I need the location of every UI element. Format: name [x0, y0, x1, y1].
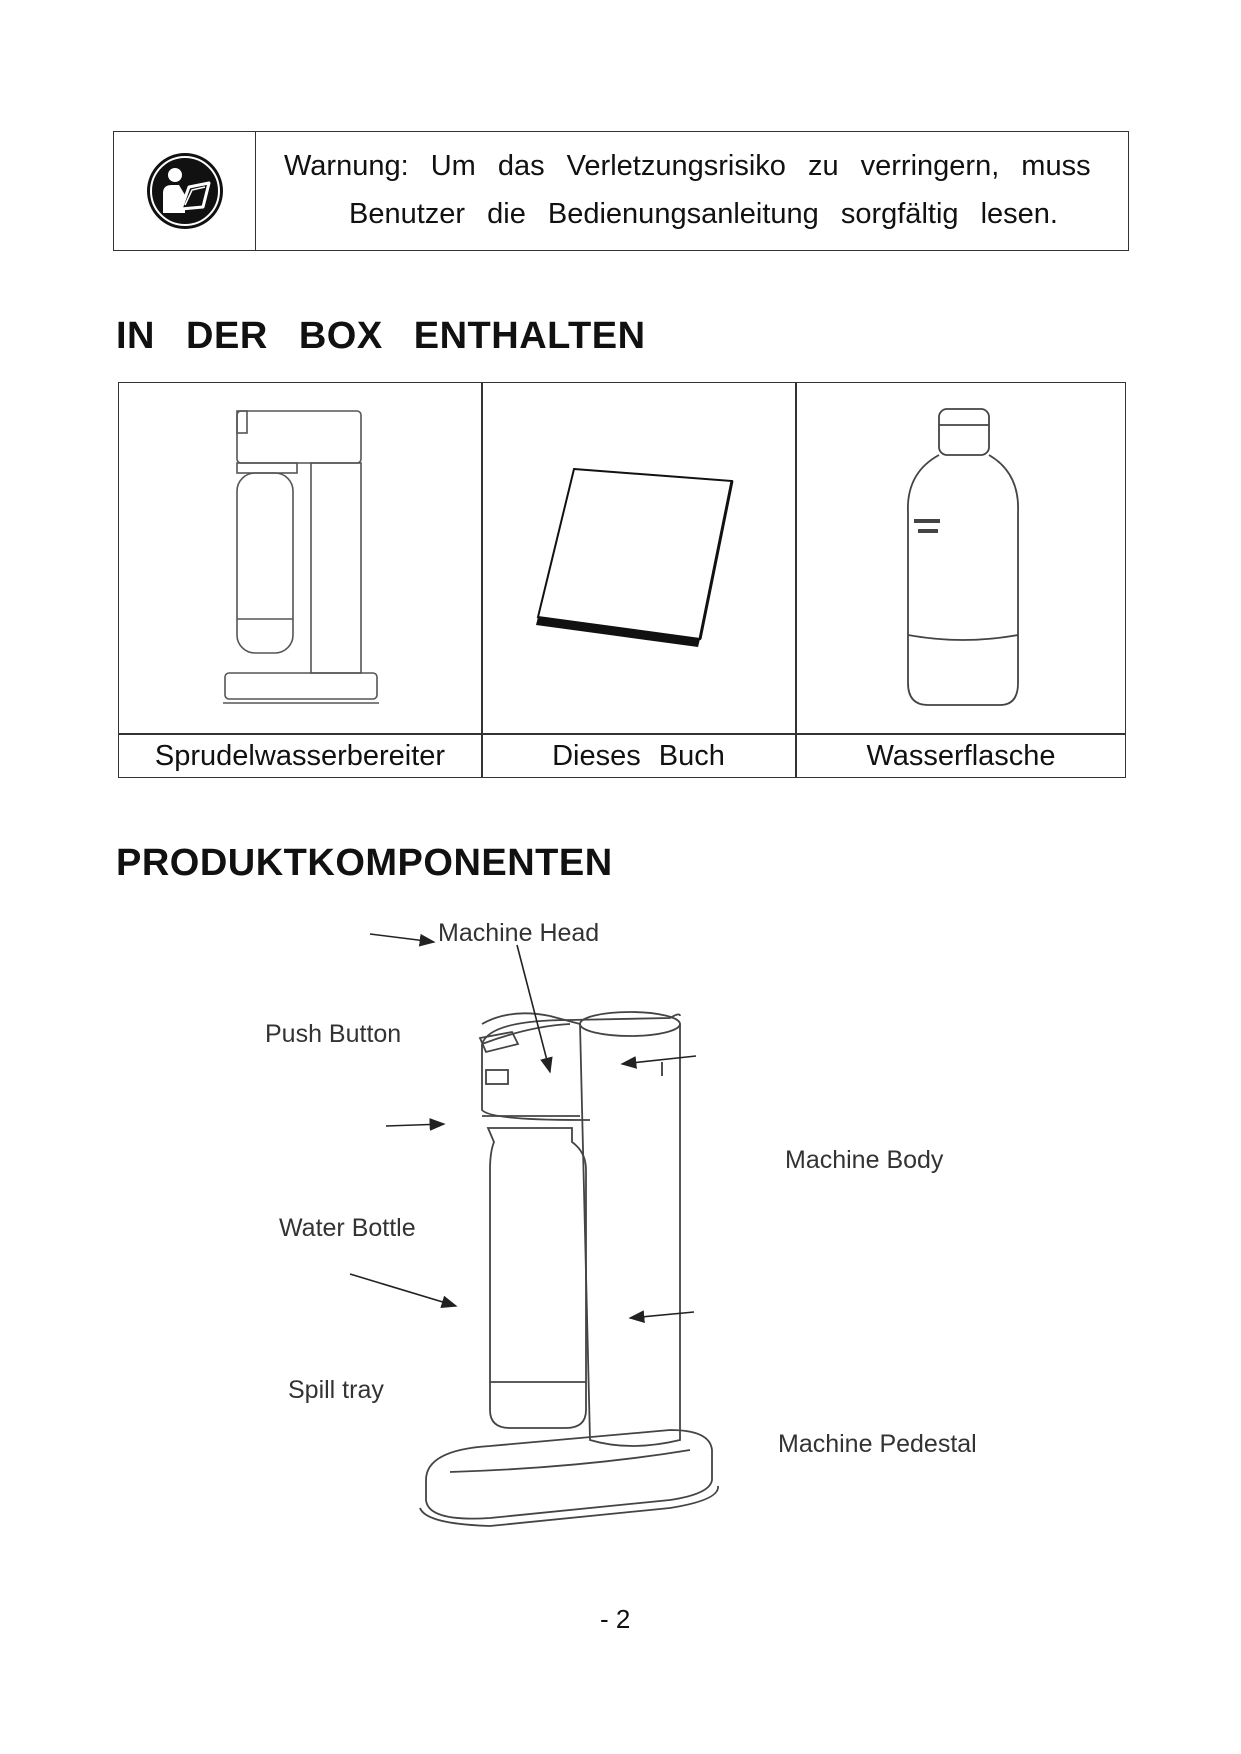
- box-section-title: IN DER BOX ENTHALTEN: [116, 315, 646, 357]
- warning-box: [113, 131, 1129, 251]
- warning-icon-cell: [114, 132, 256, 250]
- booklet-icon: [482, 383, 795, 733]
- warning-text-line1: Warnung: Um das Verletzungsrisiko zu verringern, muss: [284, 150, 1091, 182]
- warning-text-cell: [256, 132, 1128, 250]
- label-water-bottle: Water Bottle: [279, 1214, 416, 1242]
- label-push-button: Push Button: [265, 1020, 402, 1048]
- label-spill-tray: Spill tray: [288, 1376, 384, 1404]
- label-machine-body: Machine Body: [785, 1146, 944, 1174]
- components-diagram: [250, 920, 1010, 1540]
- box-item-label: Wasserflasche: [866, 739, 1056, 772]
- box-item-label: Sprudelwasserbereiter: [154, 739, 446, 772]
- water-bottle-icon: [796, 383, 1126, 733]
- sparkling-water-maker-icon: [119, 383, 481, 733]
- components-section-title: PRODUKTKOMPONENTEN: [116, 842, 613, 884]
- read-manual-icon: [145, 151, 225, 231]
- warning-text-line2: Benutzer die Bedienungsanleitung sorgfältig lesen.: [349, 198, 1058, 230]
- box-contents-table: [118, 382, 1126, 778]
- label-machine-head: Machine Head: [438, 919, 600, 947]
- label-machine-pedestal: Machine Pedestal: [778, 1430, 977, 1458]
- box-item-label: Dieses Buch: [552, 739, 725, 772]
- page-number: - 2: [600, 1604, 631, 1634]
